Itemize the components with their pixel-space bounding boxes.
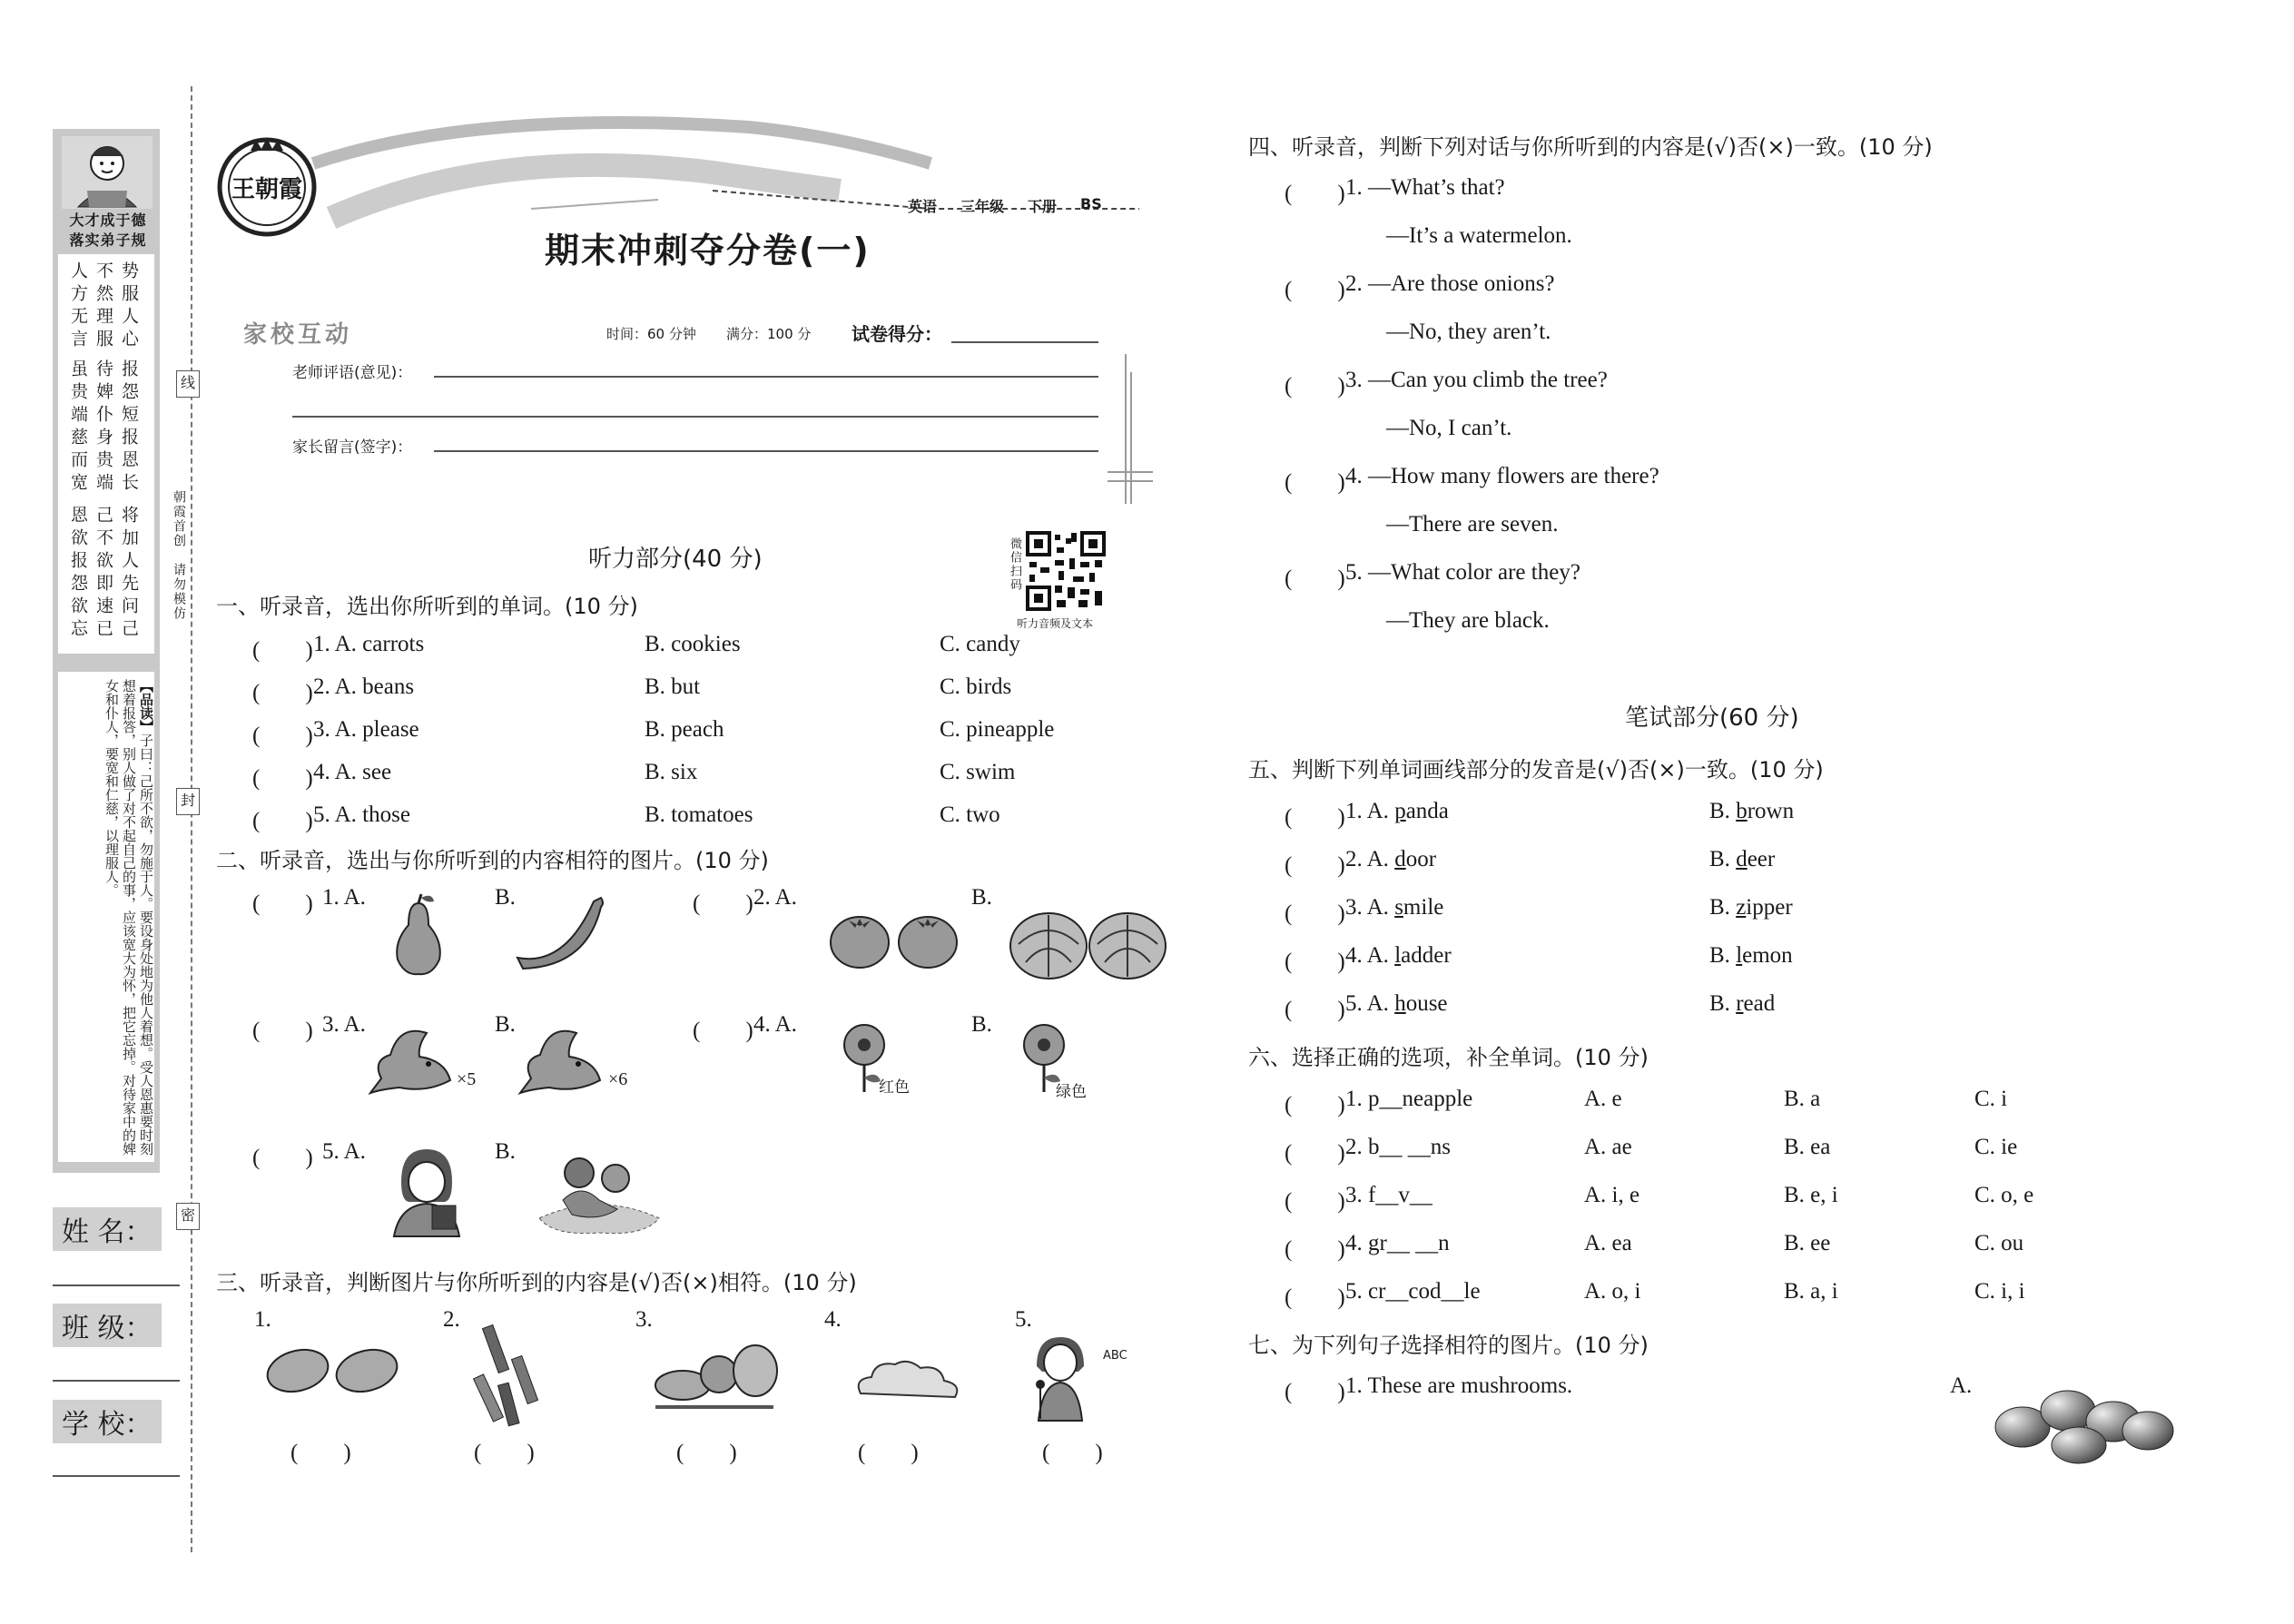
answer-blank[interactable]: ( ): [1285, 805, 1345, 830]
answer-blank[interactable]: ( ): [290, 1441, 351, 1465]
s1-option-a: 3. A. please: [313, 717, 419, 742]
bird-icon[interactable]: [508, 1024, 608, 1092]
reading-label: 【品读】: [138, 679, 154, 733]
s5-option-a: [1345, 943, 1452, 969]
s1-option-c: C. two: [940, 802, 1000, 827]
s3-num: 3.: [635, 1307, 653, 1332]
s3-num: 4.: [824, 1307, 842, 1332]
section-6-title: 六、选择正确的选项，补全单词。(10 分): [1248, 1045, 1649, 1070]
answer-blank[interactable]: ( ): [1285, 182, 1345, 206]
s6-option-c: C. o, e: [1974, 1183, 2034, 1207]
cabbages-icon[interactable]: [1008, 908, 1171, 980]
s1-option-b: B. peach: [645, 717, 724, 742]
abc-notes: ABC: [1103, 1349, 1127, 1363]
s2-q4-b-label: B.: [971, 1012, 992, 1037]
answer-blank[interactable]: ( ): [1285, 1380, 1345, 1404]
reading-body: 子曰：己所不欲，勿施于人。要设身处地为他人着想。受人恩惠要时刻想着报答，别人做了对不起自己的事，应该宽大为怀，把它忘掉。对待家中的婢女和仆人，要宽和仁慈，以理服人。: [103, 679, 154, 1156]
s5-option-a-prefix: 4. A.: [1345, 943, 1395, 968]
listening-title: 听力部分(40 分): [588, 546, 763, 573]
poem-column: 将加人先问己己不欲即速已恩欲报怨欲忘: [68, 505, 139, 642]
answer-blank[interactable]: ( ): [693, 1019, 753, 1043]
section-1-title: 一、听录音，选出你所听到的单词。(10 分): [216, 594, 638, 619]
scholar-cartoon-icon: [62, 136, 153, 209]
s6-option-c: C. ou: [1974, 1231, 2024, 1255]
s4-question: 5. —What color are they?: [1345, 560, 1580, 585]
s5-option-a: [1345, 847, 1436, 872]
s5-option-b: [1709, 847, 1775, 872]
s6-word: 3. f__v__: [1345, 1183, 1433, 1207]
answer-blank[interactable]: ( ): [676, 1441, 737, 1465]
crayons-icon[interactable]: [472, 1316, 554, 1430]
s5-word-b: lemon: [1736, 943, 1793, 968]
s2-q2-b-label: B.: [971, 885, 992, 910]
s6-option-a: A. ea: [1584, 1231, 1632, 1255]
s5-option-a-prefix: 5. A.: [1345, 991, 1395, 1016]
grade-tag: 三年级: [960, 198, 1005, 215]
answer-blank[interactable]: ( ): [1285, 1093, 1345, 1117]
s2-q1-label: 1. A.: [322, 885, 366, 910]
s6-option-c: C. i: [1974, 1087, 2008, 1111]
s4-answer: —It’s a watermelon.: [1386, 223, 1572, 248]
s1-option-c: C. birds: [940, 674, 1012, 699]
s5-option-b-prefix: B.: [1709, 847, 1737, 871]
girl-singing-icon[interactable]: [1019, 1330, 1137, 1421]
s6-option-a: A. ae: [1584, 1135, 1632, 1159]
poem-column: 势服人心不然理服人方无言: [68, 261, 139, 352]
s5-word-a: door: [1394, 847, 1437, 871]
s5-word-b: deer: [1736, 847, 1776, 871]
brand-logo-text: 王朝霞: [231, 176, 302, 203]
answer-blank[interactable]: ( ): [1285, 1285, 1345, 1310]
answer-blank[interactable]: ( ): [1285, 1189, 1345, 1214]
s6-option-c: C. ie: [1974, 1135, 2018, 1159]
s5-option-a: [1345, 991, 1448, 1017]
s2-q5-b-label: B.: [495, 1139, 516, 1164]
teacher-comment-field-2[interactable]: [292, 416, 1098, 418]
answer-blank[interactable]: ( ): [1042, 1441, 1103, 1465]
answer-blank[interactable]: ( ): [252, 766, 313, 791]
qr-side-label: 微信扫码: [1008, 537, 1021, 592]
s2-q4-label: 4. A.: [753, 1012, 797, 1037]
section-4-title: 四、听录音，判断下列对话与你所听到的内容是(√)否(×)一致。(10 分): [1248, 134, 1933, 160]
full-score: 满分：100 分: [726, 326, 812, 342]
subject-tag: 英语: [908, 198, 938, 215]
s5-option-b-prefix: B.: [1709, 943, 1737, 968]
s6-option-b: B. ee: [1784, 1231, 1831, 1255]
s1-option-b: B. tomatoes: [645, 802, 753, 827]
children-playing-icon[interactable]: [536, 1146, 663, 1236]
s7-sentence: 1. These are mushrooms.: [1345, 1373, 1573, 1398]
answer-blank[interactable]: ( ): [252, 1146, 313, 1170]
pear-icon[interactable]: [390, 894, 447, 976]
s1-option-b: B. but: [645, 674, 701, 699]
section-7-title: 七、为下列句子选择相符的图片。(10 分): [1248, 1333, 1649, 1358]
answer-blank[interactable]: ( ): [1285, 901, 1345, 926]
section-2-title: 二、听录音，选出与你所听到的内容相符的图片。(10 分): [216, 848, 769, 873]
bird-count-a: ×5: [457, 1069, 477, 1089]
answer-blank[interactable]: ( ): [1285, 566, 1345, 591]
s1-option-c: C. pineapple: [940, 717, 1055, 742]
s5-option-b: [1709, 799, 1794, 824]
s6-option-c: C. i, i: [1974, 1279, 2025, 1304]
poem-text: [65, 261, 142, 652]
answer-blank[interactable]: ( ): [252, 723, 313, 748]
s1-option-c: C. swim: [940, 760, 1016, 784]
term-tag: 下册: [1028, 198, 1058, 215]
s5-word-a: ladder: [1394, 943, 1452, 968]
s1-option-a: 1. A. carrots: [313, 632, 425, 656]
qr-caption: 听力音频及文本: [1017, 617, 1094, 630]
s4-question: 1. —What’s that?: [1345, 175, 1505, 200]
answer-blank[interactable]: ( ): [1285, 1141, 1345, 1166]
teacher-comment-label: 老师评语(意见)：: [292, 364, 413, 382]
color-label-red: 红色: [879, 1078, 910, 1097]
s5-option-a-prefix: 2. A.: [1345, 847, 1395, 871]
answer-blank[interactable]: ( ): [1285, 374, 1345, 399]
student-name-label: 姓 名：: [53, 1207, 162, 1251]
answer-blank[interactable]: ( ): [1285, 853, 1345, 878]
s5-option-b: [1709, 943, 1793, 969]
s5-option-b-prefix: B.: [1709, 991, 1737, 1016]
s4-question: 2. —Are those onions?: [1345, 271, 1555, 296]
answer-blank[interactable]: ( ): [1285, 278, 1345, 302]
s5-word-b: brown: [1736, 799, 1795, 823]
score-field[interactable]: [951, 341, 1098, 343]
cut-mark: 密: [176, 1203, 200, 1230]
section-3-title: 三、听录音，判断图片与你所听到的内容是(√)否(×)相符。(10 分): [216, 1270, 857, 1295]
vegetables-icon[interactable]: [646, 1334, 783, 1416]
s6-word: 4. gr__ __n: [1345, 1231, 1450, 1255]
s6-option-b: B. a, i: [1784, 1279, 1838, 1304]
written-title: 笔试部分(60 分): [1625, 704, 1799, 732]
s3-num: 5.: [1015, 1307, 1032, 1332]
s6-word: 1. p__neapple: [1345, 1087, 1473, 1111]
s4-question: 3. —Can you climb the tree?: [1345, 368, 1608, 392]
s1-option-a: 5. A. those: [313, 802, 410, 827]
answer-blank[interactable]: ( ): [252, 681, 313, 705]
edition-tag: BS: [1080, 195, 1102, 212]
s1-option-a: 2. A. beans: [313, 674, 415, 699]
s1-option-b: B. six: [645, 760, 698, 784]
s3-num: 1.: [254, 1307, 271, 1332]
eggs-icon[interactable]: [1988, 1387, 2179, 1464]
s5-option-a-prefix: 1. A.: [1345, 799, 1395, 823]
s6-option-a: A. e: [1584, 1087, 1622, 1111]
s1-option-c: C. candy: [940, 632, 1020, 656]
bird-icon[interactable]: [363, 1024, 454, 1092]
s5-option-a: [1345, 895, 1443, 920]
s2-q5-label: 5. A.: [322, 1139, 366, 1164]
cut-line: [191, 86, 192, 1552]
s5-option-a: [1345, 799, 1449, 824]
motto-block: [58, 211, 158, 251]
answer-blank[interactable]: ( ): [1285, 950, 1345, 974]
s5-option-b: [1709, 895, 1793, 920]
s6-option-a: A. i, e: [1584, 1183, 1640, 1207]
s5-word-b: read: [1736, 991, 1776, 1016]
s5-option-b-prefix: B.: [1709, 895, 1737, 920]
answer-blank[interactable]: ( ): [1285, 470, 1345, 495]
class-label: 班 级：: [53, 1304, 162, 1347]
reading-text: [64, 679, 154, 1156]
parent-note-label: 家长留言(签字)：: [292, 438, 413, 457]
s6-word: 5. cr__cod__le: [1345, 1279, 1481, 1304]
school-label: 学 校：: [53, 1400, 162, 1443]
s7-option-label: A.: [1950, 1373, 1973, 1398]
s5-word-b: zipper: [1736, 895, 1793, 920]
s6-option-b: B. e, i: [1784, 1183, 1838, 1207]
time-limit: 时间：60 分钟: [606, 326, 696, 342]
girl-reading-icon[interactable]: [381, 1146, 472, 1236]
s6-word: 2. b__ __ns: [1345, 1135, 1451, 1159]
answer-blank[interactable]: ( ): [474, 1441, 535, 1465]
s6-option-a: A. o, i: [1584, 1279, 1641, 1304]
s5-option-b-prefix: B.: [1709, 799, 1737, 823]
s2-q1-b-label: B.: [495, 885, 516, 910]
copyright-note: 朝霞首创 请勿模仿: [172, 490, 186, 621]
banana-icon[interactable]: [510, 894, 610, 971]
bird-count-b: ×6: [608, 1069, 628, 1089]
teacher-comment-field[interactable]: [434, 376, 1098, 378]
qr-code-icon[interactable]: [1026, 531, 1106, 611]
s5-option-a-prefix: 3. A.: [1345, 895, 1395, 920]
tomatoes-icon[interactable]: [826, 908, 962, 971]
s6-option-b: B. a: [1784, 1087, 1821, 1111]
answer-blank[interactable]: ( ): [693, 891, 753, 916]
student-name-field[interactable]: [53, 1284, 180, 1286]
answer-blank[interactable]: ( ): [252, 638, 313, 663]
answer-blank[interactable]: ( ): [252, 1019, 313, 1043]
s4-answer: —No, I can’t.: [1386, 416, 1512, 440]
answer-blank[interactable]: ( ): [1285, 1237, 1345, 1262]
answer-blank[interactable]: ( ): [858, 1441, 919, 1465]
s3-num: 2.: [443, 1307, 460, 1332]
answer-blank[interactable]: ( ): [252, 809, 313, 833]
s5-word-a: panda: [1394, 799, 1449, 823]
color-label-green: 绿色: [1056, 1083, 1087, 1101]
answer-blank[interactable]: ( ): [252, 891, 313, 916]
subject-tags: [908, 195, 1102, 216]
answer-blank[interactable]: ( ): [1285, 998, 1345, 1022]
section-5-title: 五、判断下列单词画线部分的发音是(√)否(×)一致。(10 分): [1248, 757, 1824, 782]
s6-option-b: B. ea: [1784, 1135, 1831, 1159]
class-field[interactable]: [53, 1380, 180, 1382]
cloud-icon[interactable]: [853, 1357, 962, 1403]
s2-q3-label: 3. A.: [322, 1012, 366, 1037]
poem-column: 报怨短报恩长待婢仆身贵端虽贵端慈而宽: [68, 359, 139, 496]
home-school-banner: 家校互动: [243, 321, 353, 349]
s4-answer: —They are black.: [1386, 608, 1550, 633]
s2-q2-label: 2. A.: [753, 885, 797, 910]
lemons-icon[interactable]: [265, 1343, 401, 1398]
s4-answer: —There are seven.: [1386, 512, 1559, 536]
score-label: 试卷得分：: [852, 323, 942, 345]
s4-question: 4. —How many flowers are there?: [1345, 464, 1659, 488]
parent-note-field[interactable]: [434, 450, 1098, 452]
s1-option-b: B. cookies: [645, 632, 741, 656]
cut-mark: 封: [176, 788, 200, 815]
s4-answer: —No, they aren’t.: [1386, 320, 1551, 344]
s5-option-b: [1709, 991, 1775, 1017]
frame-lines: [1108, 354, 1153, 508]
cut-mark: 线: [176, 370, 200, 398]
motto-line: 大才成于德: [69, 212, 147, 229]
page-title: 期末冲刺夺分卷(一): [545, 231, 871, 271]
motto-line: 落实弟子规: [69, 231, 147, 249]
s1-option-a: 4. A. see: [313, 760, 392, 784]
school-field[interactable]: [53, 1475, 180, 1477]
s5-word-a: house: [1394, 991, 1448, 1016]
s2-q3-b-label: B.: [495, 1012, 516, 1037]
s5-word-a: smile: [1394, 895, 1444, 920]
